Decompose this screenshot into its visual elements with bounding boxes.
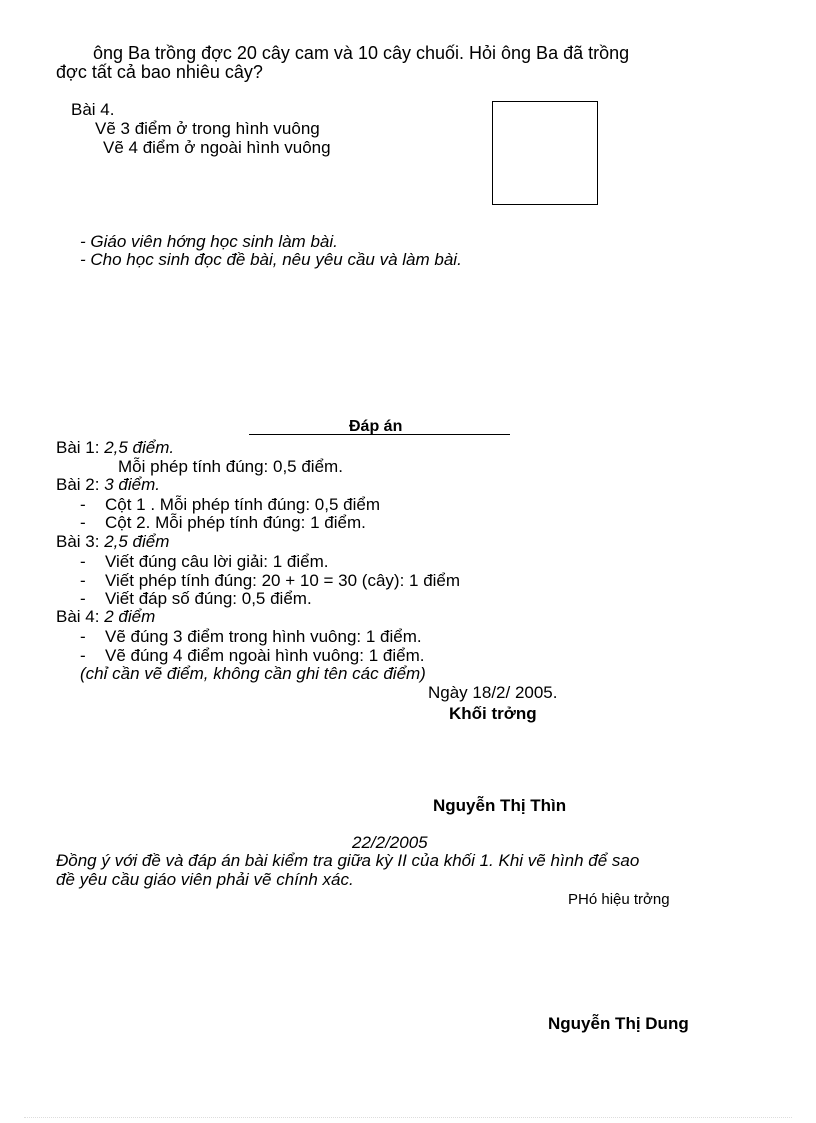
bai4-label: Bài 4: xyxy=(56,607,105,626)
approval-date: 22/2/2005 xyxy=(352,833,428,852)
bai2-label: Bài 2: xyxy=(56,475,105,494)
bai1-line: Mỗi phép tính đúng: 0,5 điểm. xyxy=(118,457,343,476)
instruction-1: - Giáo viên hớng học sinh làm bài. xyxy=(80,232,338,251)
bai4-dash-1: - xyxy=(80,627,86,646)
bai3-dash-1: - xyxy=(80,552,86,571)
page-bottom-border xyxy=(24,1117,792,1118)
bai3-label: Bài 3: xyxy=(56,532,105,551)
bai3-item-3: Viết đáp số đúng: 0,5 điểm. xyxy=(105,589,312,608)
problem3-line1: ông Ba trồng đợc 20 cây cam và 10 cây chuối. Hỏi ông Ba đã trồng xyxy=(93,43,630,63)
square-figure xyxy=(492,101,598,205)
bai2-heading xyxy=(56,476,160,493)
problem4-line2: Vẽ 4 điểm ở ngoài hình vuông xyxy=(103,138,331,157)
bai3-item-2: Viết phép tính đúng: 20 + 10 = 30 (cây): 1 điểm xyxy=(105,571,461,590)
instruction-2: - Cho học sinh đọc đề bài, nêu yêu cầu và làm bài. xyxy=(80,250,462,269)
problem3-line2: đợc tất cả bao nhiêu cây? xyxy=(56,62,263,82)
problem4-line1: Vẽ 3 điểm ở trong hình vuông xyxy=(95,119,320,138)
bai3-dash-2: - xyxy=(80,571,86,590)
bai4-note: (chỉ cần vẽ điểm, không cần ghi tên các điểm) xyxy=(80,664,426,683)
approval-line1: Đồng ý với đề và đáp án bài kiểm tra giữa kỳ II của khối 1. Khi vẽ hình để sao xyxy=(56,851,640,870)
bai4-points: 2 điểm xyxy=(104,607,156,626)
problem4-title: Bài 4. xyxy=(71,100,115,119)
bai3-heading xyxy=(56,533,169,550)
bai4-dash-2: - xyxy=(80,646,86,665)
bai4-heading xyxy=(56,608,155,625)
bai2-item-1: Cột 1 . Mỗi phép tính đúng: 0,5 điểm xyxy=(105,495,381,514)
approval-line2: đề yêu cầu giáo viên phải vẽ chính xác. xyxy=(56,870,354,889)
approval-role: PHó hiệu trởng xyxy=(568,891,670,908)
bai1-label: Bài 1: xyxy=(56,438,105,457)
bai4-item-2: Vẽ đúng 4 điểm ngoài hình vuông: 1 điểm. xyxy=(105,646,425,665)
approval-name: Nguyễn Thị Dung xyxy=(548,1014,689,1033)
bai2-points: 3 điểm. xyxy=(104,475,160,494)
signature1-date: Ngày 18/2/ 2005. xyxy=(428,683,558,702)
signature1-role: Khối trởng xyxy=(449,704,537,723)
bai1-points: 2,5 điểm. xyxy=(104,438,175,457)
signature1-name: Nguyễn Thị Thìn xyxy=(433,796,567,815)
bai2-dash-1: - xyxy=(80,495,86,514)
bai3-item-1: Viết đúng câu lời giải: 1 điểm. xyxy=(105,552,329,571)
bai2-item-2: Cột 2. Mỗi phép tính đúng: 1 điểm. xyxy=(105,513,366,532)
bai4-item-1: Vẽ đúng 3 điểm trong hình vuông: 1 điểm. xyxy=(105,627,422,646)
bai3-dash-3: - xyxy=(80,589,86,608)
bai3-points: 2,5 điểm xyxy=(104,532,170,551)
bai2-dash-2: - xyxy=(80,513,86,532)
answer-key-heading: Đáp án xyxy=(349,418,403,435)
bai1-heading xyxy=(56,439,174,456)
